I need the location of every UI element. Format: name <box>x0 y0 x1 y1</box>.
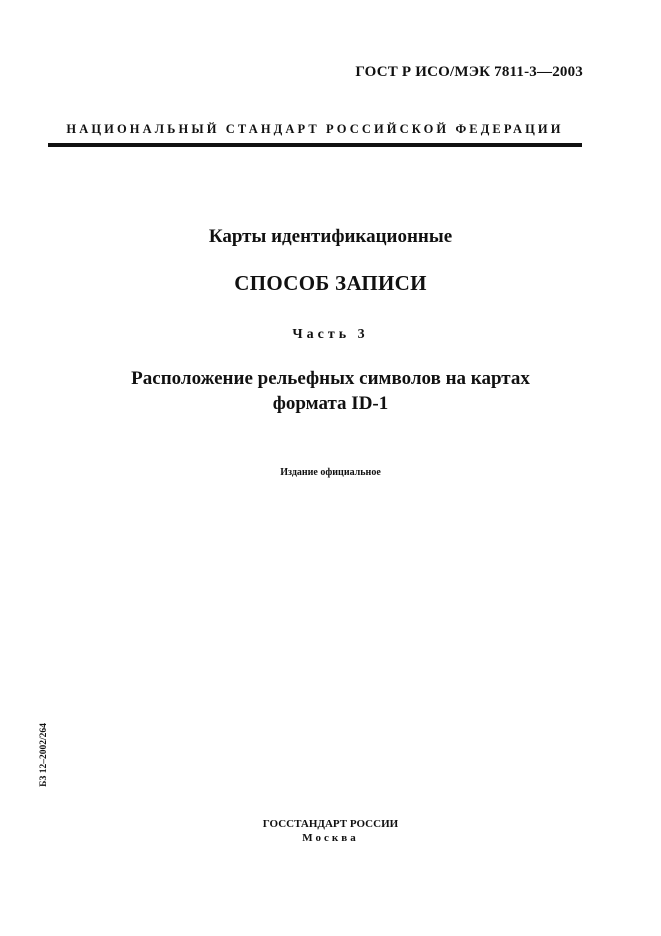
publisher-name: ГОССТАНДАРТ РОССИИ <box>262 818 399 830</box>
publisher-city: Москва <box>302 832 359 844</box>
part-title <box>0 366 661 416</box>
side-registration-code: БЗ 12–2002/264 <box>39 723 49 787</box>
document-subtitle: СПОСОБ ЗАПИСИ <box>234 271 427 295</box>
part-title-line-2: формата ID-1 <box>272 393 389 414</box>
edition-note: Издание официальное <box>280 467 381 478</box>
standard-number: ГОСТ Р ИСО/МЭК 7811-3—2003 <box>355 64 583 80</box>
part-label: Часть 3 <box>292 327 369 342</box>
document-title: Карты идентификационные <box>208 226 453 247</box>
national-standard-heading: НАЦИОНАЛЬНЫЙ СТАНДАРТ РОССИЙСКОЙ ФЕДЕРАЦИИ <box>66 122 564 136</box>
part-title-line-1: Расположение рельефных символов на картах <box>131 368 530 389</box>
heading-divider <box>48 143 582 147</box>
